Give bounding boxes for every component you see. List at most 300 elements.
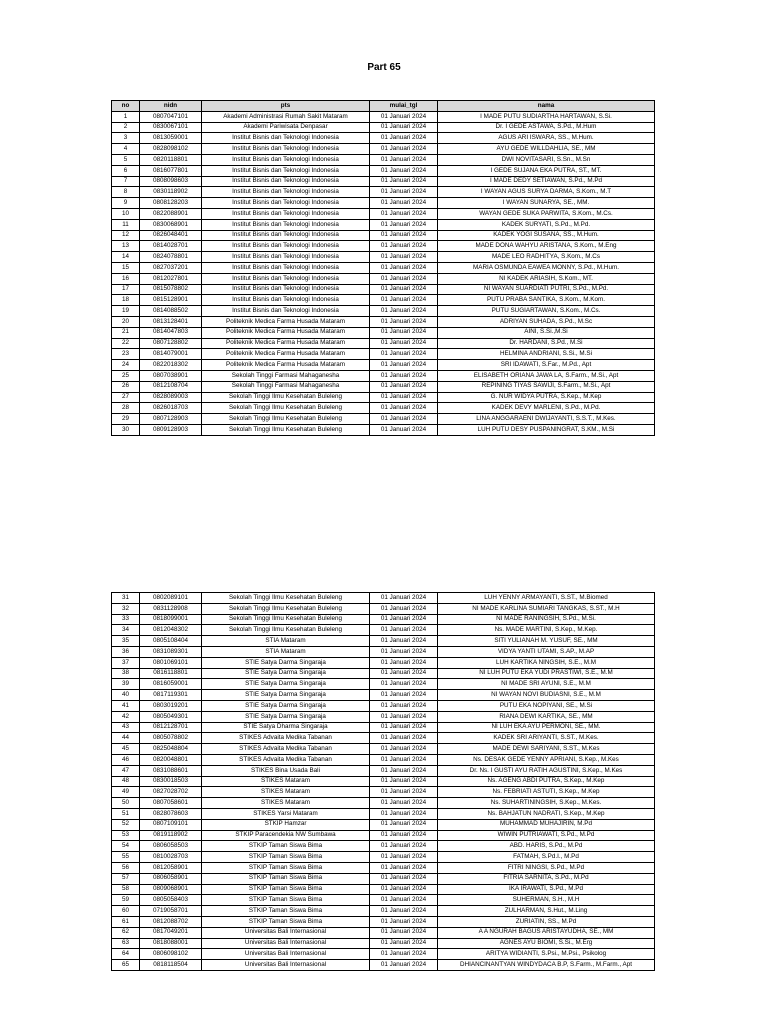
cell-mulai-tgl: 01 Januari 2024 <box>370 830 438 841</box>
cell-mulai-tgl: 01 Januari 2024 <box>370 873 438 884</box>
cell-pts: Sekolah Tinggi Ilmu Kesehatan Buleleng <box>202 603 370 614</box>
cell-mulai-tgl: 01 Januari 2024 <box>370 679 438 690</box>
cell-mulai-tgl: 01 Januari 2024 <box>370 646 438 657</box>
cell-nidn: 0830118902 <box>140 187 202 198</box>
cell-no: 43 <box>112 722 140 733</box>
table-row <box>112 895 655 906</box>
cell-no: 41 <box>112 700 140 711</box>
cell-no: 55 <box>112 852 140 863</box>
header-pts: pts <box>202 101 370 112</box>
cell-no: 59 <box>112 895 140 906</box>
cell-no: 12 <box>112 230 140 241</box>
cell-pts: Sekolah Tinggi Ilmu Kesehatan Buleleng <box>202 414 370 425</box>
cell-nama: ELISABETH ORIANA JAWA LA, S.Farm., M.Si., Apt <box>438 370 655 381</box>
table-row <box>112 392 655 403</box>
cell-nidn: 0818099001 <box>140 614 202 625</box>
cell-no: 52 <box>112 819 140 830</box>
cell-pts: STIKES Mataram <box>202 776 370 787</box>
cell-pts: Institut Bisnis dan Teknologi Indonesia <box>202 144 370 155</box>
table-row <box>112 208 655 219</box>
cell-nidn: 0805058403 <box>140 895 202 906</box>
cell-pts: Sekolah Tinggi Farmasi Mahaganesha <box>202 370 370 381</box>
cell-nidn: 0815128901 <box>140 295 202 306</box>
table-row <box>112 636 655 647</box>
cell-nama: PUTU SUGIARTAWAN, S.Kom., M.Cs. <box>438 306 655 317</box>
cell-no: 65 <box>112 960 140 971</box>
cell-no: 34 <box>112 625 140 636</box>
cell-no: 58 <box>112 884 140 895</box>
cell-nama: AGUS ARI ISWARA, SS., M.Hum. <box>438 133 655 144</box>
cell-mulai-tgl: 01 Januari 2024 <box>370 625 438 636</box>
cell-nama: SUHERMAN, S.H., M.H <box>438 895 655 906</box>
table-row <box>112 776 655 787</box>
cell-mulai-tgl: 01 Januari 2024 <box>370 852 438 863</box>
cell-mulai-tgl: 01 Januari 2024 <box>370 338 438 349</box>
table-row <box>112 252 655 263</box>
cell-mulai-tgl: 01 Januari 2024 <box>370 765 438 776</box>
cell-pts: Institut Bisnis dan Teknologi Indonesia <box>202 187 370 198</box>
cell-mulai-tgl: 01 Januari 2024 <box>370 284 438 295</box>
cell-pts: STIE Satya Darma Singaraja <box>202 668 370 679</box>
cell-pts: STIE Satya Darma Singaraja <box>202 679 370 690</box>
cell-no: 13 <box>112 241 140 252</box>
cell-mulai-tgl: 01 Januari 2024 <box>370 593 438 604</box>
cell-no: 53 <box>112 830 140 841</box>
cell-nidn: 0807047101 <box>140 111 202 122</box>
cell-nidn: 0831088601 <box>140 765 202 776</box>
cell-nidn: 0807128903 <box>140 414 202 425</box>
cell-mulai-tgl: 01 Januari 2024 <box>370 262 438 273</box>
cell-no: 3 <box>112 133 140 144</box>
cell-pts: STIE Satya Darma Singaraja <box>202 690 370 701</box>
cell-pts: Politeknik Medica Farma Husada Mataram <box>202 316 370 327</box>
cell-mulai-tgl: 01 Januari 2024 <box>370 154 438 165</box>
cell-pts: STKIP Taman Siswa Bima <box>202 906 370 917</box>
cell-nama: FITRI NINGSI, S.Pd., M.Pd <box>438 862 655 873</box>
cell-nama: LUH YENNY ARMAYANTI, S.ST., M.Biomed <box>438 593 655 604</box>
cell-pts: STKIP Paracendekia NW Sumbawa <box>202 830 370 841</box>
cell-mulai-tgl: 01 Januari 2024 <box>370 111 438 122</box>
cell-nidn: 0817119301 <box>140 690 202 701</box>
cell-pts: Sekolah Tinggi Ilmu Kesehatan Buleleng <box>202 625 370 636</box>
cell-nama: NI KADEK ARIASIH, S.Kom., MT. <box>438 273 655 284</box>
cell-mulai-tgl: 01 Januari 2024 <box>370 295 438 306</box>
cell-no: 5 <box>112 154 140 165</box>
cell-pts: Politeknik Medica Farma Husada Mataram <box>202 360 370 371</box>
cell-no: 46 <box>112 754 140 765</box>
table-row <box>112 668 655 679</box>
cell-nama: Dr. Ns. I GUSTI AYU RATIH AGUSTINI, S.Kep., M.Kes <box>438 765 655 776</box>
table-row <box>112 690 655 701</box>
table-row <box>112 808 655 819</box>
cell-mulai-tgl: 01 Januari 2024 <box>370 230 438 241</box>
cell-pts: STIKES Mataram <box>202 787 370 798</box>
cell-pts: Institut Bisnis dan Teknologi Indonesia <box>202 198 370 209</box>
cell-no: 31 <box>112 593 140 604</box>
cell-no: 2 <box>112 122 140 133</box>
cell-mulai-tgl: 01 Januari 2024 <box>370 668 438 679</box>
cell-nidn: 0806058503 <box>140 841 202 852</box>
table-row <box>112 176 655 187</box>
cell-nidn: 0719058701 <box>140 906 202 917</box>
cell-nidn: 0825048804 <box>140 744 202 755</box>
cell-nama: Dr. HARDANI, S.Pd., M.Si <box>438 338 655 349</box>
cell-nama: I MADE DEDY SETIAWAN, S.Pd., M.Pd <box>438 176 655 187</box>
table-row <box>112 306 655 317</box>
cell-nama: DWI NOVITASARI, S.Sn., M.Sn <box>438 154 655 165</box>
cell-nidn: 0805049301 <box>140 711 202 722</box>
table-row <box>112 154 655 165</box>
cell-pts: Politeknik Medica Farma Husada Mataram <box>202 327 370 338</box>
cell-no: 38 <box>112 668 140 679</box>
cell-mulai-tgl: 01 Januari 2024 <box>370 144 438 155</box>
cell-nama: Ns. AGENG ABDI PUTRA, S.Kep., M.Kep <box>438 776 655 787</box>
cell-mulai-tgl: 01 Januari 2024 <box>370 392 438 403</box>
cell-mulai-tgl: 01 Januari 2024 <box>370 327 438 338</box>
cell-no: 44 <box>112 733 140 744</box>
table-row <box>112 765 655 776</box>
cell-pts: Institut Bisnis dan Teknologi Indonesia <box>202 295 370 306</box>
cell-nama: I WAYAN AGUS SURYA DARMA, S.Kom., M.T <box>438 187 655 198</box>
cell-no: 18 <box>112 295 140 306</box>
cell-pts: STIKES Yarsi Mataram <box>202 808 370 819</box>
cell-nidn: 0822018302 <box>140 360 202 371</box>
cell-mulai-tgl: 01 Januari 2024 <box>370 241 438 252</box>
cell-nidn: 0817049201 <box>140 927 202 938</box>
cell-nama: NI MADE RANINGSIH, S.Pd., M.Si. <box>438 614 655 625</box>
cell-no: 51 <box>112 808 140 819</box>
cell-nama: DHIANCINANTYAN WINDYDACA B.P, S.Farm., M.Farm., Apt <box>438 960 655 971</box>
cell-pts: Politeknik Medica Farma Husada Mataram <box>202 349 370 360</box>
table-row <box>112 338 655 349</box>
table-row <box>112 679 655 690</box>
cell-nama: I WAYAN SUNARYA, SE., MM. <box>438 198 655 209</box>
cell-nidn: 0809068901 <box>140 884 202 895</box>
cell-mulai-tgl: 01 Januari 2024 <box>370 906 438 917</box>
cell-no: 63 <box>112 938 140 949</box>
cell-no: 24 <box>112 360 140 371</box>
table-row <box>112 165 655 176</box>
cell-no: 6 <box>112 165 140 176</box>
cell-pts: Sekolah Tinggi Ilmu Kesehatan Buleleng <box>202 614 370 625</box>
table-row <box>112 819 655 830</box>
cell-nidn: 0806058901 <box>140 873 202 884</box>
table-row <box>112 219 655 230</box>
cell-mulai-tgl: 01 Januari 2024 <box>370 733 438 744</box>
cell-nidn: 0824078801 <box>140 252 202 263</box>
cell-pts: STIKES Advaita Medika Tabanan <box>202 754 370 765</box>
cell-mulai-tgl: 01 Januari 2024 <box>370 787 438 798</box>
cell-nidn: 0814028701 <box>140 241 202 252</box>
cell-pts: STKIP Taman Siswa Bima <box>202 852 370 863</box>
cell-pts: STIKES Bina Usada Bali <box>202 765 370 776</box>
cell-pts: Institut Bisnis dan Teknologi Indonesia <box>202 273 370 284</box>
table-row <box>112 733 655 744</box>
cell-mulai-tgl: 01 Januari 2024 <box>370 187 438 198</box>
cell-nidn: 0830018503 <box>140 776 202 787</box>
cell-mulai-tgl: 01 Januari 2024 <box>370 960 438 971</box>
table-row <box>112 133 655 144</box>
cell-mulai-tgl: 01 Januari 2024 <box>370 252 438 263</box>
cell-nama: MADE LEO RADHITYA, S.Kom., M.Cs <box>438 252 655 263</box>
table-row <box>112 960 655 971</box>
cell-nama: ABD. HARIS, S.Pd., M.Pd <box>438 841 655 852</box>
cell-pts: Universitas Bali Internasional <box>202 960 370 971</box>
cell-no: 27 <box>112 392 140 403</box>
table-row <box>112 349 655 360</box>
cell-pts: STIKES Mataram <box>202 798 370 809</box>
cell-mulai-tgl: 01 Januari 2024 <box>370 603 438 614</box>
header-no: no <box>112 101 140 112</box>
cell-nidn: 0809128903 <box>140 424 202 435</box>
cell-mulai-tgl: 01 Januari 2024 <box>370 722 438 733</box>
table-row <box>112 273 655 284</box>
cell-no: 33 <box>112 614 140 625</box>
table-row <box>112 144 655 155</box>
cell-nidn: 0808128203 <box>140 198 202 209</box>
cell-pts: STKIP Hamzar <box>202 819 370 830</box>
cell-nama: AGNES AYU BIOMI, S.Si., M.Erg <box>438 938 655 949</box>
cell-mulai-tgl: 01 Januari 2024 <box>370 636 438 647</box>
cell-nama: VIDYA YANTI UTAMI, S.AP., M.AP <box>438 646 655 657</box>
table-row <box>112 316 655 327</box>
table-row <box>112 284 655 295</box>
cell-nama: PUTU EKA NOPIYANI, SE., M.Si <box>438 700 655 711</box>
page-title: Part 65 <box>367 62 401 73</box>
cell-no: 62 <box>112 927 140 938</box>
cell-nama: Ns. FEBRIATI ASTUTI, S.Kep., M.Kep <box>438 787 655 798</box>
cell-nidn: 0812108704 <box>140 381 202 392</box>
cell-nidn: 0814079001 <box>140 349 202 360</box>
cell-nidn: 0827037201 <box>140 262 202 273</box>
cell-mulai-tgl: 01 Januari 2024 <box>370 316 438 327</box>
cell-no: 23 <box>112 349 140 360</box>
cell-no: 47 <box>112 765 140 776</box>
cell-mulai-tgl: 01 Januari 2024 <box>370 219 438 230</box>
cell-mulai-tgl: 01 Januari 2024 <box>370 916 438 927</box>
table-row <box>112 230 655 241</box>
table-row <box>112 787 655 798</box>
cell-nama: ZURIATIN, SS., M.Pd <box>438 916 655 927</box>
cell-mulai-tgl: 01 Januari 2024 <box>370 776 438 787</box>
cell-mulai-tgl: 01 Januari 2024 <box>370 122 438 133</box>
cell-nama: AINI, S.Si.,M.Si <box>438 327 655 338</box>
cell-no: 22 <box>112 338 140 349</box>
table-row <box>112 906 655 917</box>
table-row <box>112 754 655 765</box>
table-row <box>112 744 655 755</box>
cell-no: 7 <box>112 176 140 187</box>
cell-nidn: 0807058601 <box>140 798 202 809</box>
cell-no: 36 <box>112 646 140 657</box>
cell-no: 56 <box>112 862 140 873</box>
header-mulai-tgl: mulai_tgl <box>370 101 438 112</box>
cell-nidn: 0807128802 <box>140 338 202 349</box>
table-row <box>112 593 655 604</box>
cell-mulai-tgl: 01 Januari 2024 <box>370 273 438 284</box>
cell-pts: STIE Satya Darma Singaraja <box>202 657 370 668</box>
cell-pts: Sekolah Tinggi Ilmu Kesehatan Buleleng <box>202 403 370 414</box>
cell-no: 8 <box>112 187 140 198</box>
cell-no: 39 <box>112 679 140 690</box>
cell-nama: ADRIYAN SUHADA, S.Pd., M.Sc <box>438 316 655 327</box>
cell-nama: ZULHARMAN, S.Hut., M.Ling <box>438 906 655 917</box>
table-row <box>112 711 655 722</box>
cell-no: 54 <box>112 841 140 852</box>
cell-no: 32 <box>112 603 140 614</box>
cell-nidn: 0816059001 <box>140 679 202 690</box>
cell-nama: Dr. I GEDE ASTAWA, S.Pd., M.Hum <box>438 122 655 133</box>
cell-no: 48 <box>112 776 140 787</box>
cell-no: 64 <box>112 949 140 960</box>
table-row <box>112 949 655 960</box>
table-row <box>112 370 655 381</box>
cell-no: 15 <box>112 262 140 273</box>
cell-pts: Sekolah Tinggi Ilmu Kesehatan Buleleng <box>202 392 370 403</box>
cell-pts: STIKES Advaita Medika Tabanan <box>202 733 370 744</box>
cell-mulai-tgl: 01 Januari 2024 <box>370 370 438 381</box>
cell-mulai-tgl: 01 Januari 2024 <box>370 798 438 809</box>
cell-pts: STKIP Taman Siswa Bima <box>202 873 370 884</box>
cell-nidn: 0816118801 <box>140 668 202 679</box>
cell-nama: RIANA DEWI KARTIKA, SE., MM <box>438 711 655 722</box>
cell-pts: STIE Satya Dharma Singaraja <box>202 722 370 733</box>
cell-nidn: 0831089301 <box>140 646 202 657</box>
cell-nidn: 0805108404 <box>140 636 202 647</box>
cell-pts: Institut Bisnis dan Teknologi Indonesia <box>202 219 370 230</box>
cell-pts: Universitas Bali Internasional <box>202 949 370 960</box>
cell-mulai-tgl: 01 Januari 2024 <box>370 754 438 765</box>
cell-no: 37 <box>112 657 140 668</box>
cell-pts: Universitas Bali Internasional <box>202 938 370 949</box>
cell-pts: STIKES Advaita Medika Tabanan <box>202 744 370 755</box>
cell-nama: MADE DEWI SARIYANI, S.ST., M.Kes <box>438 744 655 755</box>
header-nama: nama <box>438 101 655 112</box>
cell-nama: REPINING TIYAS SAWIJI, S.Farm., M.Si., Apt <box>438 381 655 392</box>
cell-pts: Sekolah Tinggi Farmasi Mahaganesha <box>202 381 370 392</box>
cell-pts: STKIP Taman Siswa Bima <box>202 895 370 906</box>
cell-nama: SITI YULIANAH M. YUSUF, SE., MM <box>438 636 655 647</box>
table-row <box>112 657 655 668</box>
cell-nama: FATMAH, S.Pd.I., M.Pd <box>438 852 655 863</box>
cell-pts: Institut Bisnis dan Teknologi Indonesia <box>202 133 370 144</box>
cell-no: 19 <box>112 306 140 317</box>
cell-nama: FITRIA SARNITA, S.Pd., M.Pd <box>438 873 655 884</box>
cell-no: 4 <box>112 144 140 155</box>
cell-mulai-tgl: 01 Januari 2024 <box>370 949 438 960</box>
cell-nama: A A NGURAH BAGUS ARISTAYUDHA, SE., MM <box>438 927 655 938</box>
cell-nama: SRI IDAWATI, S.Far., M.Pd., Apt <box>438 360 655 371</box>
cell-nidn: 0803019201 <box>140 700 202 711</box>
table-row <box>112 646 655 657</box>
table-row <box>112 722 655 733</box>
table-row <box>112 295 655 306</box>
cell-nama: NI WAYAN NOVI BUDIASNI, S.E., M.M <box>438 690 655 701</box>
cell-no: 45 <box>112 744 140 755</box>
table-row <box>112 830 655 841</box>
cell-pts: Sekolah Tinggi Ilmu Kesehatan Buleleng <box>202 424 370 435</box>
cell-mulai-tgl: 01 Januari 2024 <box>370 895 438 906</box>
cell-pts: Institut Bisnis dan Teknologi Indonesia <box>202 252 370 263</box>
cell-nidn: 0820048801 <box>140 754 202 765</box>
cell-nidn: 0810028703 <box>140 852 202 863</box>
cell-nama: NI LUH PUTU EKA YUDI PRASTIWI, S.E., M.M <box>438 668 655 679</box>
cell-nama: G. NUR WIDYA PUTRA, S.Kep., M.Kep <box>438 392 655 403</box>
cell-pts: Universitas Bali Internasional <box>202 927 370 938</box>
cell-nama: KADEK YOGI SUSANA, SS., M.Hum. <box>438 230 655 241</box>
cell-mulai-tgl: 01 Januari 2024 <box>370 744 438 755</box>
cell-nama: NI MADE KARLINA SUMIARI TANGKAS, S.ST., M.H <box>438 603 655 614</box>
cell-no: 60 <box>112 906 140 917</box>
cell-nama: I MADE PUTU SUDIARTHA HARTAWAN, S.Si. <box>438 111 655 122</box>
cell-nidn: 0806098102 <box>140 949 202 960</box>
cell-nama: AYU GEDE WILLDAHLIA, SE., MM <box>438 144 655 155</box>
table-row <box>112 262 655 273</box>
table-row <box>112 841 655 852</box>
cell-nama: ARITYA WIDIANTI, S.Psi., M.Psi., Psikolog <box>438 949 655 960</box>
table-row <box>112 360 655 371</box>
cell-mulai-tgl: 01 Januari 2024 <box>370 414 438 425</box>
cell-mulai-tgl: 01 Januari 2024 <box>370 198 438 209</box>
cell-mulai-tgl: 01 Januari 2024 <box>370 165 438 176</box>
cell-no: 11 <box>112 219 140 230</box>
cell-no: 26 <box>112 381 140 392</box>
cell-pts: Institut Bisnis dan Teknologi Indonesia <box>202 262 370 273</box>
cell-nidn: 0828089003 <box>140 392 202 403</box>
cell-no: 14 <box>112 252 140 263</box>
cell-mulai-tgl: 01 Januari 2024 <box>370 927 438 938</box>
cell-nama: KADEK SURYATI, S.Pd., M.Pd. <box>438 219 655 230</box>
cell-nidn: 0812048302 <box>140 625 202 636</box>
cell-pts: Akademi Administrasi Rumah Sakit Mataram <box>202 111 370 122</box>
table-row <box>112 700 655 711</box>
table-row <box>112 862 655 873</box>
table-row <box>112 852 655 863</box>
table-row <box>112 938 655 949</box>
cell-mulai-tgl: 01 Januari 2024 <box>370 711 438 722</box>
cell-nama: I GEDE SUJANA EKA PUTRA, ST., MT. <box>438 165 655 176</box>
table-row <box>112 414 655 425</box>
cell-nidn: 0805078802 <box>140 733 202 744</box>
cell-pts: STIE Satya Darma Singaraja <box>202 700 370 711</box>
table-row <box>112 241 655 252</box>
cell-pts: STKIP Taman Siswa Bima <box>202 884 370 895</box>
cell-mulai-tgl: 01 Januari 2024 <box>370 349 438 360</box>
table-row <box>112 625 655 636</box>
cell-nama: PUTU PRABA SANTIKA, S.Kom., M.Kom. <box>438 295 655 306</box>
cell-pts: STKIP Taman Siswa Bima <box>202 916 370 927</box>
cell-mulai-tgl: 01 Januari 2024 <box>370 841 438 852</box>
cell-nidn: 0802089101 <box>140 593 202 604</box>
cell-nidn: 0819118902 <box>140 830 202 841</box>
table-row <box>112 327 655 338</box>
cell-pts: Institut Bisnis dan Teknologi Indonesia <box>202 284 370 295</box>
cell-nidn: 0826048401 <box>140 230 202 241</box>
table-row <box>112 798 655 809</box>
data-table-part-2 <box>111 592 655 971</box>
cell-nama: KADEK DEVY MARLENI, S.Pd., M.Pd. <box>438 403 655 414</box>
cell-nama: Ns. SUHARTININGSIH, S.Kep., M.Kes. <box>438 798 655 809</box>
cell-no: 10 <box>112 208 140 219</box>
cell-mulai-tgl: 01 Januari 2024 <box>370 657 438 668</box>
cell-mulai-tgl: 01 Januari 2024 <box>370 862 438 873</box>
table-row <box>112 927 655 938</box>
cell-nidn: 0828098102 <box>140 144 202 155</box>
cell-nidn: 0807038901 <box>140 370 202 381</box>
cell-no: 30 <box>112 424 140 435</box>
cell-nama: IKA IRAWATI, S.Pd., M.Pd <box>438 884 655 895</box>
cell-nidn: 0801069101 <box>140 657 202 668</box>
